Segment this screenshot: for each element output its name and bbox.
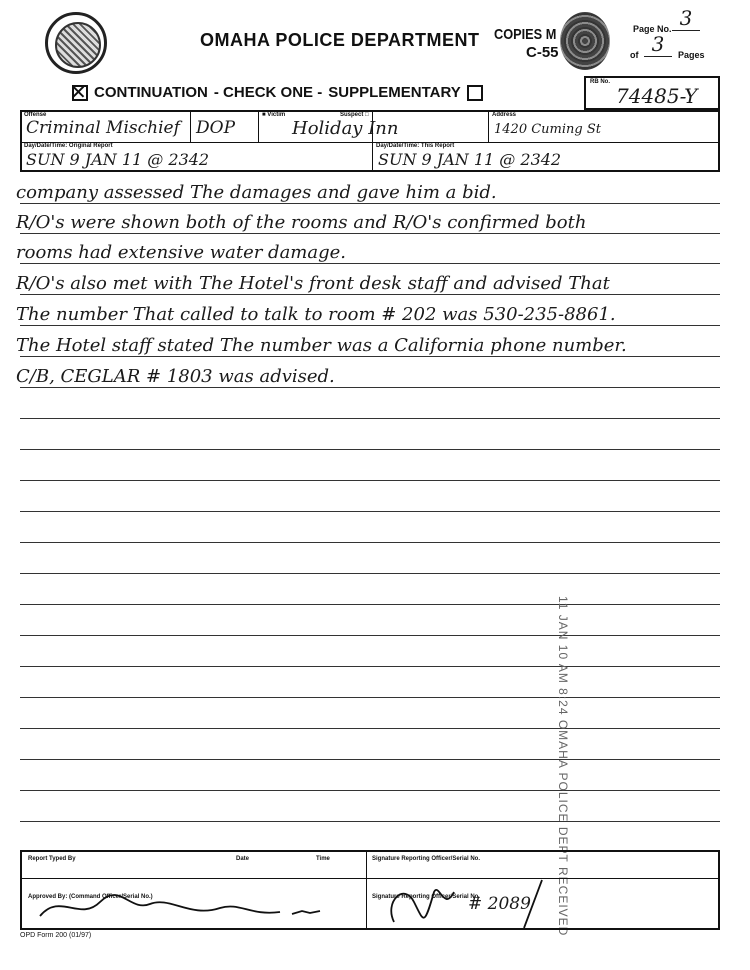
offense-code: DOP [196, 118, 236, 138]
copies-label: COPIES M [494, 26, 557, 43]
approver-signature [30, 882, 360, 928]
check-one-label: - CHECK ONE - [213, 84, 323, 101]
this-report-value: SUN 9 JAN 11 @ 2342 [378, 150, 562, 169]
date-label: Date [236, 856, 250, 862]
address-value: 1420 Cuming St [494, 122, 601, 137]
approved-by-label: Approved By: (Command Officer/Serial No.) [28, 894, 153, 900]
narrative-line: R/O's also met with The Hotel's front desk staff and advised That [16, 273, 610, 294]
continuation-label: CONTINUATION [94, 84, 208, 101]
signature-label: Signature Reporting Officer/Serial No. [372, 856, 481, 862]
pages-label: Pages [678, 50, 705, 60]
form-code: C-55 [526, 44, 559, 61]
received-stamp: 11 JAN 10 AM 8:24 OMAHA POLICE DEPT RECEIVED [556, 596, 570, 937]
department-title: OMAHA POLICE DEPARTMENT [200, 30, 480, 50]
narrative-line: C/B, CEGLAR # 1803 was advised. [16, 366, 335, 387]
rb-label: RB No. [590, 79, 610, 85]
original-report-value: SUN 9 JAN 11 @ 2342 [26, 150, 210, 169]
address-label: Address [492, 112, 517, 118]
typed-by-label: Report Typed By [28, 856, 76, 862]
rb-number-box [584, 76, 720, 110]
narrative-line: rooms had extensive water damage. [16, 242, 346, 263]
original-report-label: Day/Date/Time: Original Report [24, 143, 113, 149]
page-number: 3 [672, 6, 700, 31]
supplementary-label: SUPPLEMENTARY [328, 84, 461, 101]
time-label: Time [316, 856, 330, 862]
signature2-label: Signature Reporting Officer/Serial No. [372, 894, 481, 900]
offense-label: Offense [24, 112, 47, 118]
supplementary-checkbox[interactable] [467, 85, 483, 101]
officer-signature [374, 872, 574, 932]
narrative-line: The Hotel staff stated The number was a California phone number. [16, 335, 627, 356]
offense-value: Criminal Mischief [26, 118, 180, 138]
victim-label: ■ Victim [262, 112, 286, 118]
continuation-checkbox[interactable] [70, 79, 88, 104]
signature-box [20, 850, 720, 930]
rb-value: 74485-Y [616, 84, 698, 108]
narrative-line: company assessed The damages and gave him a bid. [16, 182, 497, 203]
case-info-box [20, 110, 720, 172]
victim-name: Holiday Inn [292, 118, 399, 139]
report-type-row [70, 79, 483, 104]
suspect-label: Suspect □ [340, 112, 369, 118]
of-label: of [630, 50, 639, 60]
narrative-line: R/O's were shown both of the rooms and R/O's confirmed both [16, 212, 587, 233]
check-x-icon: ✕ [70, 79, 87, 104]
ink-stamp [560, 12, 610, 70]
officer-serial: # 2089 [468, 894, 531, 914]
total-pages: 3 [644, 32, 672, 57]
form-id: OPD Form 200 (01/97) [20, 932, 92, 939]
narrative-line: The number That called to talk to room # 202 was 530-235-8861. [16, 304, 616, 325]
department-seal [45, 12, 107, 74]
page-label: Page No. [633, 24, 672, 34]
this-report-label: Day/Date/Time: This Report [376, 143, 455, 149]
